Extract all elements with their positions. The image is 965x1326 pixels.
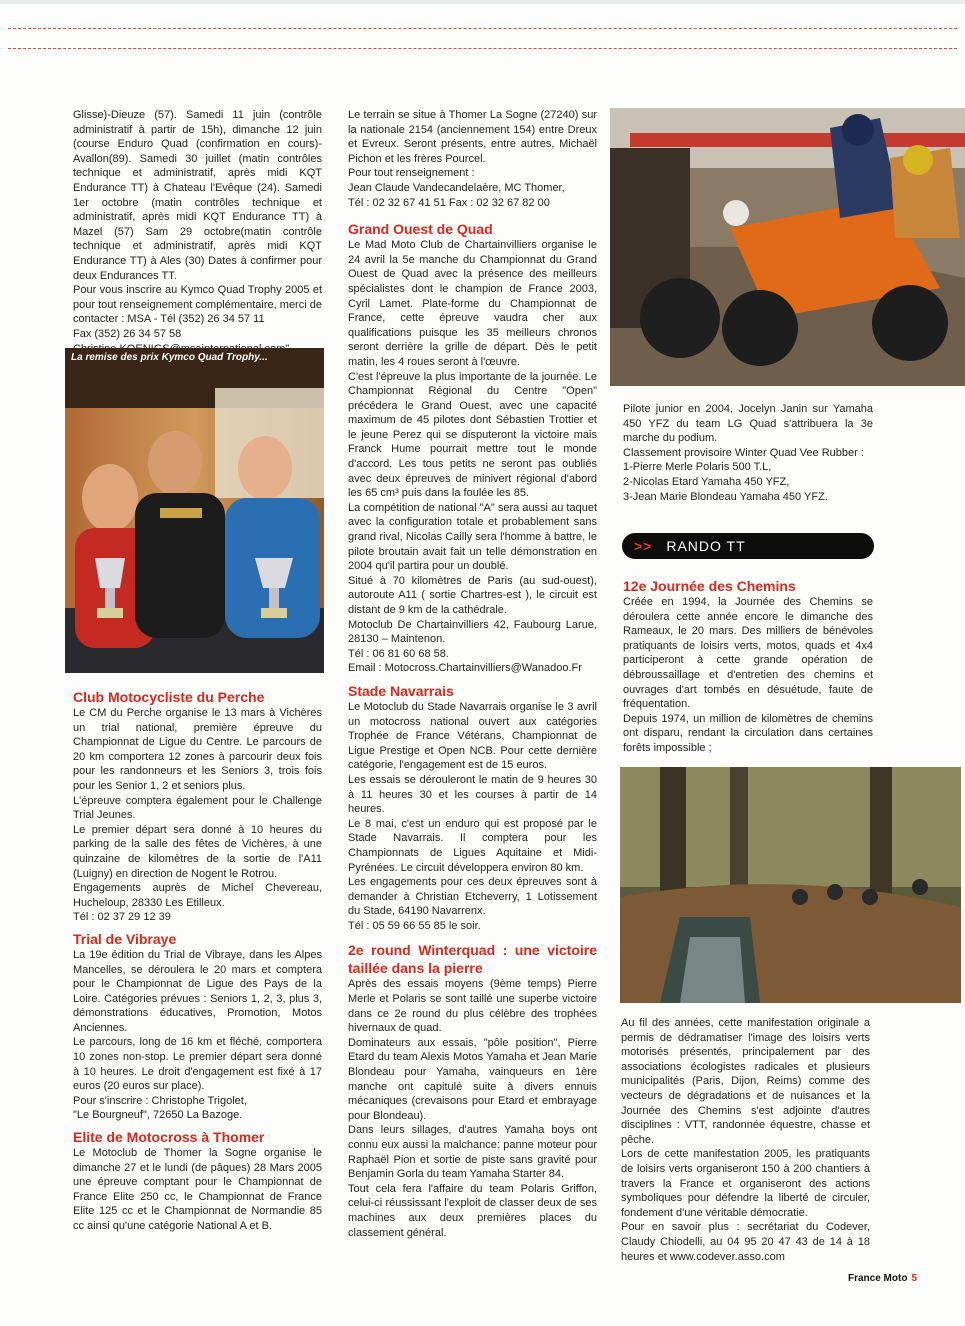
section-title-journee-chemins: 12e Journée des Chemins (623, 578, 796, 594)
paragraph: La 19e édition du Trial de Vibraye, dans les Alpes Mancelles, se déroulera le 20 mars et comptera pour le Championnat de Ligue des Pays de la Loire. Catégories prévues : Seniors 1, 2, 3, plus 3, démonstrations éducatives, Promotion, Motos Anciennes. (73, 948, 322, 1034)
paragraph: Pour tout renseignement : (348, 167, 475, 180)
forest-trail-photo-image (620, 767, 961, 1003)
paragraph: Les essais se dérouleront le matin de 9 heures 30 à 11 heures 30 et les courses à partir de 14 heures. (348, 773, 597, 816)
paragraph: L'épreuve comptera également pour le Challenge Trial Jeunes. (73, 794, 322, 822)
paragraph: La compétition de national "A" sera aussi au taquet avec la configuration totale et probablement sans grand rival, Nicolas Cailly sera l'homme à battre, le pilote broutain avait fait un telle démonstration en 2004 qu'il partira pour un doublé. (348, 501, 597, 573)
paragraph: Tél : 02 37 29 12 39 (73, 911, 171, 924)
paragraph: Tél : 05 59 66 55 85 le soir. (348, 919, 481, 932)
paragraph: Pour vous inscrire au Kymco Quad Trophy 2005 et pour tout renseignement complémentaire, merci de contacter : MSA - Tél (352) 26 34 57 11 (73, 284, 322, 326)
paragraph: Le terrain se situe à Thomer La Sogne (27240) sur la nationale 2154 (anciennement 154) entre Dreux et Evreux. Seront présents, entre autres, Michaël Pichon et les frères Pourcel. (348, 109, 597, 165)
paragraph: Les engagements pour ces deux épreuves sont à demander à Christian Etcheverry, 1 Lotissement du Stade, 64190 Navarrenx. (348, 876, 597, 918)
column-3-outro (621, 1016, 870, 1264)
paragraph: Lors de cette manifestation 2005, les pratiquants de loisirs verts organiseront 150 à 200 chantiers à travers la France et organiseront des actions symboliques pour défendre la liberté de circuler, fondement d'une véritable démocratie. (621, 1148, 870, 1219)
column-3-journee (623, 577, 873, 756)
section-title-grand-ouest: Grand Ouest de Quad (348, 221, 493, 238)
trophy-photo-image (65, 348, 324, 673)
double-arrow-icon: >> (634, 538, 653, 554)
dashed-rule (8, 48, 957, 49)
paragraph: Glisse)-Dieuze (57). Samedi 11 juin (contrôle administratif à partir de 15h), dimanche 12 juin (course Enduro Quad (confirmation en cours)-Avallon(89). Samedi 30 juillet (matin contrôles technique et administratif, après midi KQT Endurance TT) à Chateau l'Evêque (24). Samedi 1er octobre (matin contrôles technique et administratif, après midi KQT Endurance TT) à Mazel (57) Sam 29 octobre(matin contrôle technique et administratif, après midi KQT Endurance TT) à Ales (30) Dates à confirmer pour deux Endurances TT. (73, 109, 322, 282)
column-2 (348, 108, 597, 1240)
paragraph: Le Motoclub du Stade Navarrais organise le 3 avril un motocross national ouvert aux catégories Trophée de France Vétérans, Championnat de Ligue Prestige et Open NCB. Pour cette dernière catégorie, l'engagement est de 15 euros. (348, 700, 597, 772)
page-footer (848, 1273, 917, 1284)
paragraph: Le premier départ sera donné à 10 heures du parking de la salle des fêtes de Vichères, à une quinzaine de kilomètres de la sortie de l'A11 (Luigny) en direction de Nogent le Rotrou. (73, 823, 322, 880)
photo-caption-quad (623, 402, 873, 504)
rando-tt-banner (622, 533, 874, 559)
paragraph: Dans leurs sillages, d'autres Yamaha boys ont connu eux aussi la malchance: panne moteur pour Raphaël Pion et sortie de piste sans gravité pour Benjamin Gorla du team Yamaha Starter 84. (348, 1124, 597, 1181)
column-1-intro (73, 108, 322, 356)
top-edge (0, 0, 965, 4)
paragraph: C'est l'épreuve la plus importante de la journée. Le Championnat Régional du Centre "Open" précédera le Grand Ouest, avec une capacité maximum de 45 pilotes dont Sébastien Trottier et le jeune Perez qui se disputeront la victoire mais Franck Hume pourrait mettre tout le monde d'accord. Les tous petits ne seront pas oubliés avec deux épreuves de minivert régional d'abord les 65 cm³ puis dans la foulée les 85. (348, 370, 597, 500)
paragraph: Pour s'inscrire : Christophe Trigolet, (73, 1094, 247, 1107)
paragraph: 2-Nicolas Etard Yamaha 450 YFZ, (623, 475, 790, 488)
paragraph: Depuis 1974, un million de kilomètres de chemins ont disparu, rendant la circulation dans certaines forêts impossible ; (623, 712, 873, 754)
paragraph: Fax (352) 26 34 57 58 (73, 327, 182, 340)
dashed-rule (8, 28, 957, 29)
paragraph: Tél : 06 81 60 68 58. (348, 647, 449, 660)
paragraph: Le CM du Perche organise le 13 mars à Vichères un trial national, première épreuve du Championnat de Ligue du Centre. Le parcours de 20 km comportera 12 zones à parcourir deux fois pour les randonneurs et les Seniors 3, trois fois pour les Senior 1, 2 et seniors plus. (73, 707, 322, 792)
paragraph: Motoclub De Chartainvilliers 42, Faubourg Larue, 28130 – Maintenon. (348, 618, 597, 646)
paragraph: Jean Claude Vandecandelaère, MC Thomer, (348, 181, 565, 194)
paragraph: "Le Bourgneuf", 72650 La Bazoge. (73, 1109, 243, 1122)
column-1-articles (73, 688, 322, 1234)
paragraph: 3-Jean Marie Blondeau Yamaha 450 YFZ. (623, 490, 828, 503)
paragraph: Tél : 02 32 67 41 51 Fax : 02 32 67 82 00 (348, 196, 550, 209)
paragraph: Le Motoclub de Thomer la Sogne organise le dimanche 27 et le lundi (de pâques) 28 Mars 2005 une épreuve comptant pour le Championnat de France Elite 250 cc, le Championnat de France Elite 125 cc et le Championnat de Normandie 85 cc ainsi qu'une catégorie National A et B. (73, 1147, 322, 1232)
quad-race-photo (610, 108, 965, 386)
section-title-trial-vibraye: Trial de Vibraye (73, 930, 177, 947)
paragraph: Email : Motocross.Chartainvilliers@Wanadoo.Fr (348, 662, 582, 675)
paragraph: Engagements auprès de Michel Chevereau, Hucheloup, 28330 Les Etilleux. (73, 882, 322, 909)
paragraph: 1-Pierre Merle Polaris 500 T.L, (623, 461, 772, 474)
paragraph: Situé à 70 kilomètres de Paris (au sud-ouest), autoroute A11 ( sortie Chartres-est ), le circuit est distant de 9 km de la cathédrale. (348, 574, 597, 616)
trophy-photo (65, 348, 324, 673)
paragraph: Tout cela fera l'affaire du team Polaris Griffon, celui-ci réussissant l'exploit de classer deux de ses machines aux deux premières places du classement général. (348, 1182, 597, 1239)
forest-trail-photo (620, 767, 961, 1003)
section-title-stade-navarrais: Stade Navarrais (348, 682, 454, 699)
paragraph: Créée en 1994, la Journée des Chemins se déroulera cette année encore le dimanche des Rameaux, le 20 mars. Des milliers de bénévoles pratiquants de loisirs verts, motos, quads et 4x4 participeront à cette grande opération de débroussaillage et d'entretien des chemins et ouvrages d'art tombés en désuétude, faute de fréquentation. (623, 596, 873, 711)
paragraph: Après des essais moyens (9ème temps) Pierre Merle et Polaris se sont taillé une superbe victoire dans ce 2e round du plus célèbre des trophées hivernaux de quad. (348, 978, 597, 1035)
paragraph: Le parcours, long de 16 km et fléché, comportera 10 zones non-stop. Le premier départ sera donné à 10 heures. Le droit d'engagement est fixé à 17 euros (20 euros sur place). (73, 1036, 322, 1093)
paragraph: Dominateurs aux essais, "pôle position", Pierre Etard du team Alexis Motos Yamaha et Jean Marie Blondeau pour Yamaha, vainqueurs en 1ère manche ont capitulé suite à divers ennuis mécaniques (crevaisons pour Etard et embrayage pour Blondeau). (348, 1036, 597, 1122)
paragraph: Le 8 mai, c'est un enduro qui est proposé par le Stade Navarrais. Il comptera pour les Championnats de Ligues Aquitaine et Midi-Pyrénées. Le circuit développera environ 80 km. (348, 817, 597, 874)
paragraph: Pour en savoir plus : secrétariat du Codever, Claudy Chiodelli, au 04 95 20 47 43 de 14 à 18 heures et www.codever.asso.com (621, 1221, 870, 1263)
quad-race-photo-image (610, 108, 965, 386)
magazine-name: France Moto (847, 1273, 908, 1284)
page-number: 5 (911, 1273, 917, 1284)
banner-label: RANDO TT (666, 538, 746, 554)
photo-caption: La remise des prix Kymco Quad Trophy... (71, 352, 268, 363)
paragraph: Classement provisoire Winter Quad Vee Rubber : (623, 446, 864, 459)
paragraph: Pilote junior en 2004, Jocelyn Janin sur Yamaha 450 YFZ du team LG Quad s'attribuera la 3e marche du podium. (623, 403, 873, 445)
section-title-club-perche: Club Motocycliste du Perche (73, 689, 265, 705)
section-title-winterquad: 2e round Winterquad : une victoire taillée dans la pierre (348, 942, 597, 977)
section-title-elite-thomer: Elite de Motocross à Thomer (73, 1129, 265, 1146)
paragraph: Au fil des années, cette manifestation originale a permis de dédramatiser l'image des loisirs verts motorisés présentés, principalement par des associations écologistes radicales et plusieurs municipalités (Paris, Dijon, Reims) comme des vecteurs de dégradations et de nuisances et la Journée des Chemins s'est adjointe d'autres disciplines : VTT, randonnée équestre, chasse et pêche. (621, 1017, 870, 1146)
paragraph: Le Mad Moto Club de Chartainvilliers organise le 24 avril la 5e manche du Championnat du Grand Ouest de Quad avec la présence des meilleurs spécialistes dont le champion de France 2003, Cyril Lamet. Plate-forme du Championnat de France, cette épreuve vaudra cher aux qualifications puisque les 35 meilleurs chronos seront derrière la grille de départ. Dès le petit matin, les 4 roues seront à l'œuvre. (348, 239, 597, 368)
